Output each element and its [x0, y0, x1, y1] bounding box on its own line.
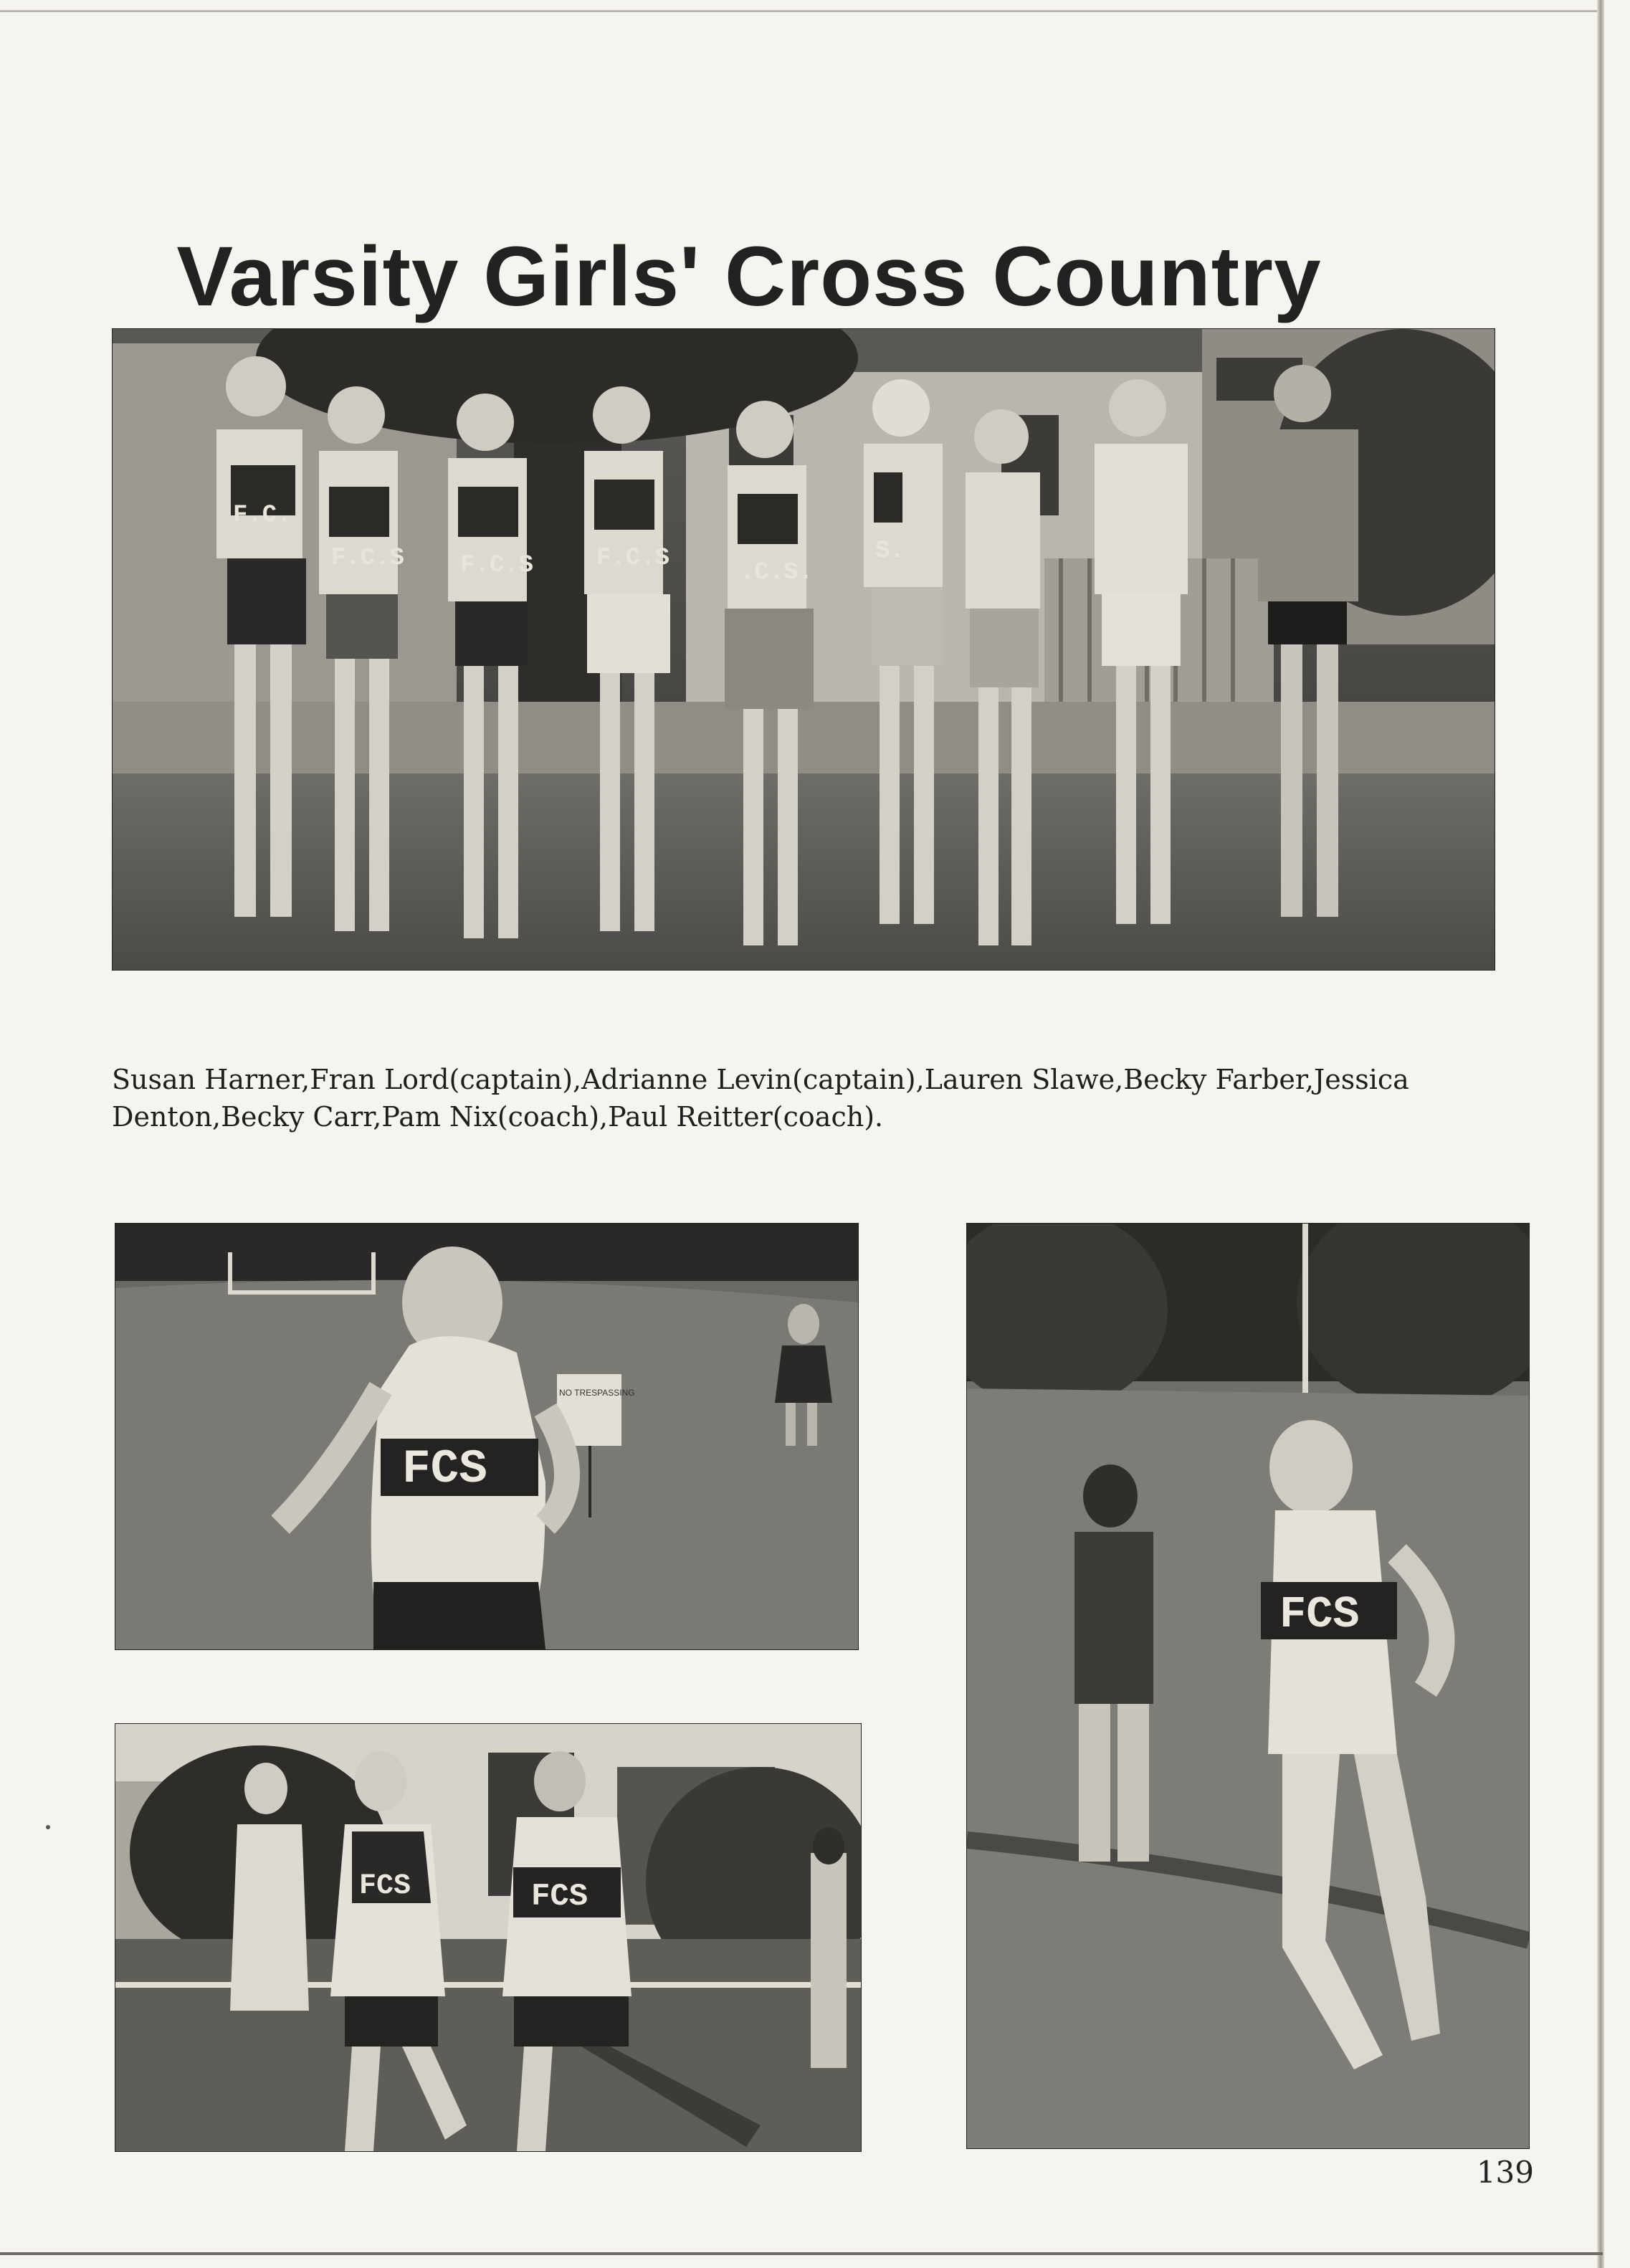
group-runners-photo-image: [115, 1724, 861, 2151]
runner-right-shirt-label: FCS: [1279, 1589, 1360, 1640]
page-number: 139: [1476, 2155, 1534, 2190]
team-shirt-label: F.C.S: [460, 552, 534, 579]
runner-photo-left-image: [115, 1224, 858, 1649]
team-shirt-label: F.C.: [233, 502, 292, 529]
page-binding-edge: [1597, 0, 1604, 2268]
team-shirt-label: S.: [875, 538, 905, 565]
team-shirt-label: .C.S.: [740, 559, 814, 586]
group-shirt-label: FCS: [531, 1879, 588, 1915]
team-photo: [112, 328, 1495, 971]
runner-photo-right: [966, 1223, 1530, 2149]
team-shirt-label: F.C.S: [331, 545, 405, 572]
runner-photo-left: [115, 1223, 859, 1650]
page-title: Varsity Girls' Cross Country: [176, 229, 1322, 325]
group-shirt-label: FCS: [359, 1870, 411, 1902]
runner-left-shirt-label: FCS: [402, 1442, 487, 1496]
page-edge-bottom: [0, 2252, 1603, 2255]
runner-photo-right-image: [967, 1224, 1529, 2148]
no-trespassing-sign: NO TRESPASSING: [559, 1388, 635, 1398]
group-runners-photo: [115, 1723, 862, 2152]
page-edge-top: [0, 10, 1603, 12]
photo-caption: Susan Harner,Fran Lord(captain),Adrianne Levin(captain),Lauren Slawe,Becky Farber,Jessica Denton,Becky Carr,Pam Nix(coach),Paul Reitter(coach).: [112, 1064, 1409, 1133]
team-photo-image: [113, 329, 1495, 970]
speck-mark: [46, 1825, 50, 1829]
team-shirt-label: F.C.S: [596, 545, 670, 572]
